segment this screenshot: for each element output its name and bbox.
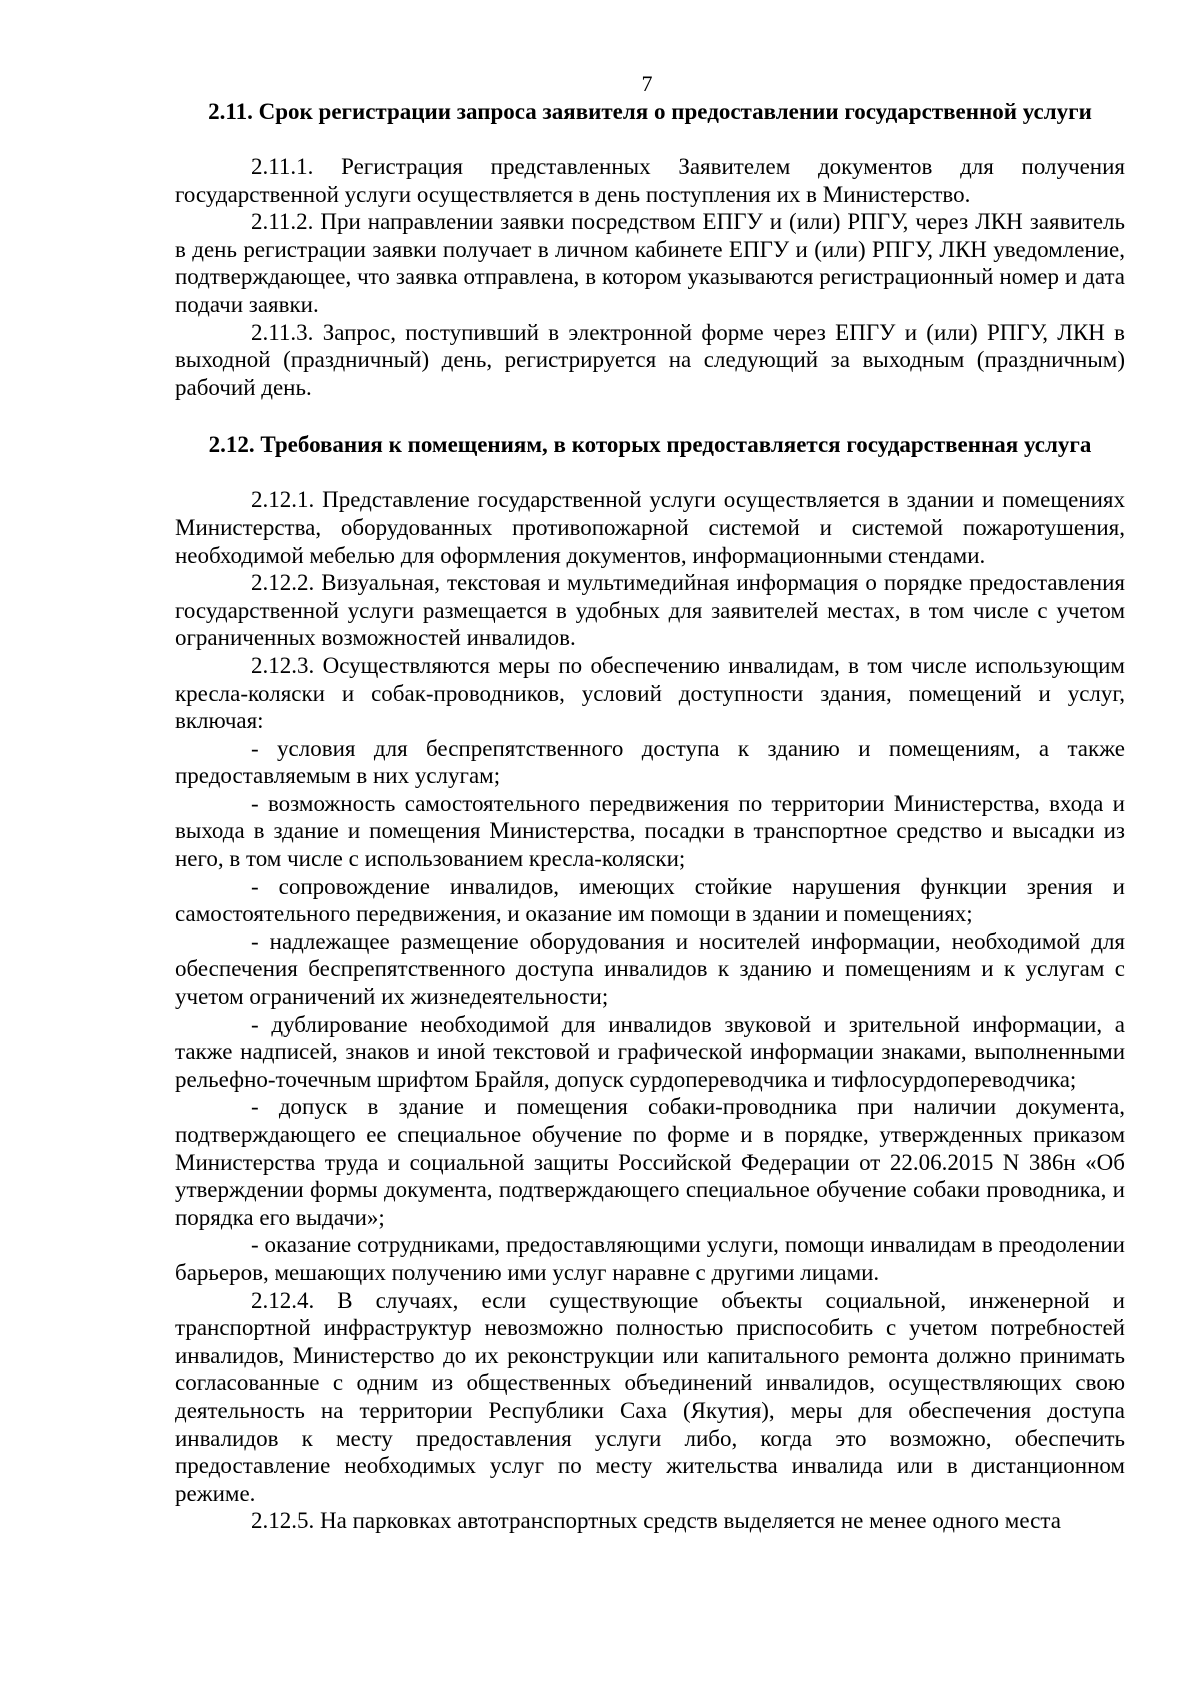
paragraph: 2.12.3. Осуществляются меры по обеспечению инвалидам, в том числе использующим кресла-коляски и собак-проводников, условий доступности здания, помещений и услуг, включая: (175, 652, 1125, 734)
paragraph: 2.12.1. Представление государственной услуги осуществляется в здании и помещениях Министерства, оборудованных противопожарной системой и системой пожаротушения, необходимой мебелью для оформления документов, информационными стендами. (175, 487, 1125, 568)
section-heading: 2.11. Срок регистрации запроса заявителя о предоставлении государственной услуги (208, 99, 1092, 124)
section-2-11 (175, 98, 1125, 401)
paragraph: 2.11.1. Регистрация представленных Заявителем документов для получения государственной услуги осуществляется в день поступления их в Министерство. (175, 154, 1125, 207)
list-item: - оказание сотрудниками, предоставляющими услуги, помощи инвалидам в преодолении барьеров, мешающих получению ими услуг наравне с другими лицами. (175, 1232, 1125, 1285)
paragraph: 2.12.5. На парковках автотранспортных средств выделяется не менее одного места (251, 1508, 1061, 1534)
page-number: 7 (641, 71, 653, 96)
paragraph: 2.11.2. При направлении заявки посредством ЕПГУ и (или) РПГУ, через ЛКН заявитель в день регистрации заявки получает в личном кабинете ЕПГУ и (или) РПГУ, ЛКН уведомление, подтверждающее, что заявка отправлена, в котором указываются регистрационный номер и дата подачи заявки. (175, 209, 1125, 317)
paragraph: 2.11.3. Запрос, поступивший в электронной форме через ЕПГУ и (или) РПГУ, ЛКН в выходной (праздничный) день, регистрируется на следующий за выходным (праздничным) рабочий день. (175, 319, 1125, 400)
list-item: - допуск в здание и помещения собаки-проводника при наличии документа, подтверждающего ее специальное обучение по форме и в порядке, утвержденных приказом Министерства труда и социальной защиты Российской Федерации от 22.06.2015 N 386н «Об утверждении формы документа, подтверждающего специальное обучение собаки проводника, и порядка его выдачи»; (175, 1094, 1125, 1230)
list-item: - дублирование необходимой для инвалидов звуковой и зрительной информации, а также надписей, знаков и иной текстовой и графической информации знаками, выполненными рельефно-точечным шрифтом Брайля, допуск сурдопереводчика и тифлосурдопереводчика; (175, 1011, 1125, 1092)
list-item: - условия для беспрепятственного доступа к зданию и помещениям, а также предоставляемым в них услугам; (175, 735, 1125, 789)
list-item: - надлежащее размещение оборудования и носителей информации, необходимой для обеспечения беспрепятственного доступа инвалидов к зданию и помещениям и к услугам с учетом ограничений их жизнедеятельности; (175, 928, 1125, 1010)
section-2-12 (175, 431, 1125, 1535)
paragraph: 2.12.2. Визуальная, текстовая и мультимедийная информация о порядке предоставления государственной услуги размещается в удобных для заявителей местах, в том числе с учетом ограниченных возможностей инвалидов. (175, 570, 1125, 651)
list-item: - сопровождение инвалидов, имеющих стойкие нарушения функции зрения и самостоятельного передвижения, и оказание им помощи в здании и помещениях; (175, 873, 1125, 927)
paragraph: 2.12.4. В случаях, если существующие объекты социальной, инженерной и транспортной инфраструктур невозможно полностью приспособить с учетом потребностей инвалидов, Министерство до их реконструкции или капитального ремонта должно принимать согласованные с одним из общественных объединений инвалидов, осуществляющих свою деятельность на территории Республики Саха (Якутия), меры для обеспечения доступа инвалидов к месту предоставления услуги либо, когда это возможно, обеспечить предоставление необходимых услуг по месту жительства инвалида или в дистанционном режиме. (175, 1287, 1125, 1506)
list-item: - возможность самостоятельного передвижения по территории Министерства, входа и выхода в здание и помещения Министерства, посадки в транспортное средство и высадки из него, в том числе с использованием кресла-коляски; (175, 790, 1125, 872)
section-heading: 2.12. Требования к помещениям, в которых предоставляется государственная услуга (208, 432, 1092, 458)
document-body (175, 98, 1125, 1535)
